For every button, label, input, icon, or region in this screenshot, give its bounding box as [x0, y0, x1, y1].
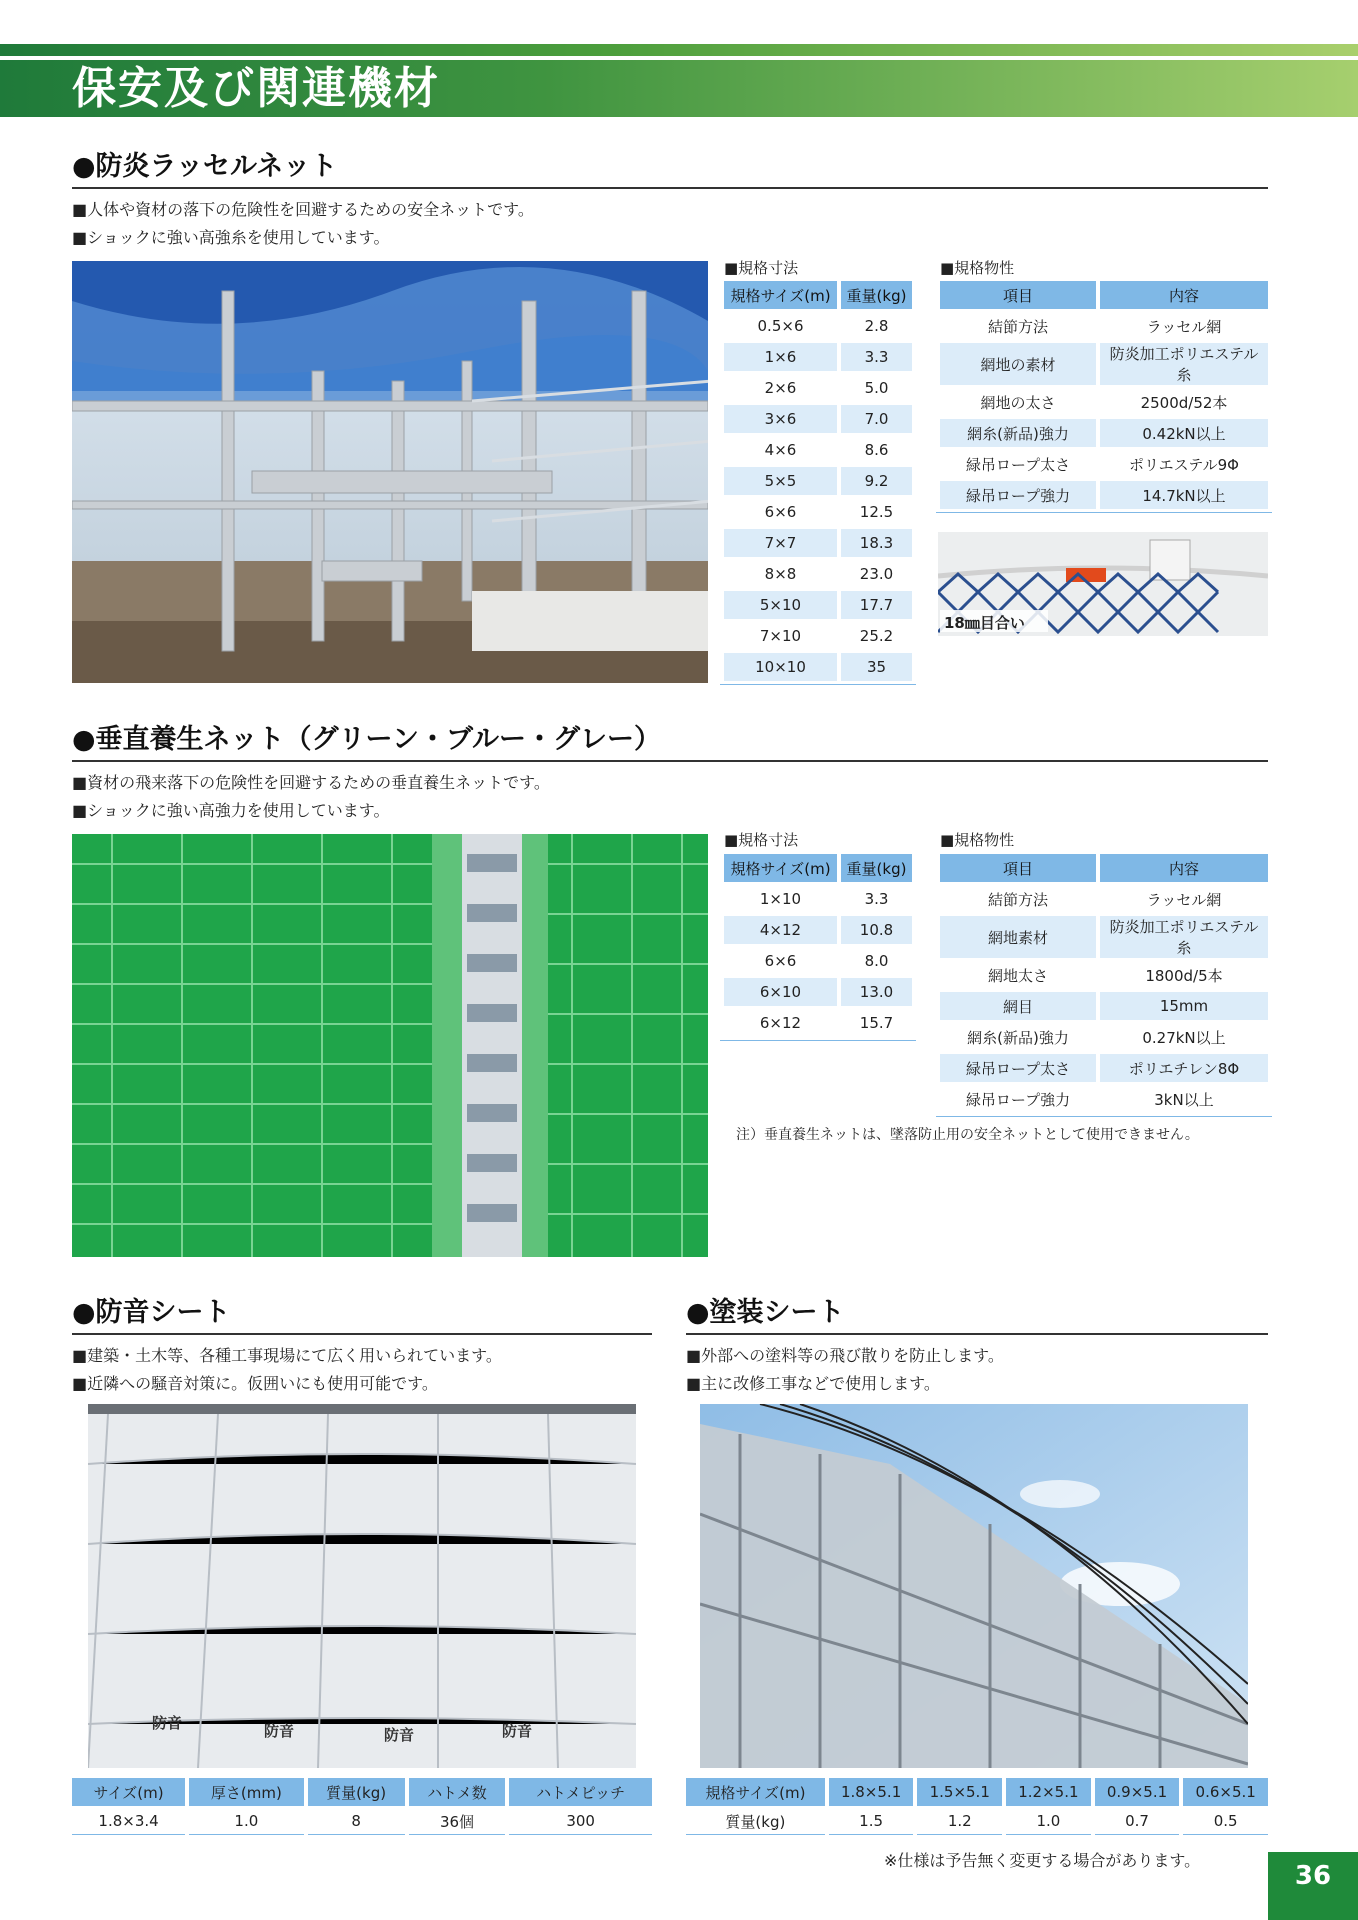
- prop-name: 緑吊ロープ強力: [940, 1085, 1096, 1113]
- section1-size-label: ■規格寸法: [724, 259, 799, 277]
- table-row: [940, 1085, 1268, 1113]
- weight-cell: 1.5: [829, 1808, 914, 1835]
- size-cell: 0.9×5.1: [1095, 1778, 1180, 1806]
- table-row: [724, 591, 912, 619]
- value-cell: 1.0: [189, 1808, 303, 1835]
- section3-bullet-2: ■近隣への騒音対策に。仮囲いにも使用可能です。: [72, 1374, 438, 1393]
- size-cell: 6×6: [724, 947, 837, 975]
- section1-prop-label: ■規格物性: [940, 259, 1015, 277]
- size-header: 規格サイズ(m): [724, 854, 837, 882]
- footer-note: ※仕様は予告無く変更する場合があります。: [884, 1851, 1201, 1870]
- size-cell: 7×10: [724, 622, 837, 650]
- size-cell: 1×6: [724, 343, 837, 371]
- prop-value: ラッセル網: [1100, 885, 1268, 913]
- table-row: [724, 312, 912, 340]
- weight-cell: 13.0: [841, 978, 912, 1006]
- sheet-print: 防音: [264, 1722, 295, 1740]
- item-header: 項目: [940, 281, 1096, 309]
- size-cell: 7×7: [724, 529, 837, 557]
- prop-value: ラッセル網: [1100, 312, 1268, 340]
- title-bar: [0, 60, 1358, 117]
- prop-value: 15mm: [1100, 992, 1268, 1020]
- weight-cell: 15.7: [841, 1009, 912, 1037]
- table-row: [724, 885, 912, 913]
- mesh-closeup-photo: [938, 532, 1268, 636]
- prop-name: 結節方法: [940, 885, 1096, 913]
- table-row: [724, 947, 912, 975]
- green-netted-building-image: [72, 834, 708, 1257]
- vertical-net-photo: [72, 834, 708, 1257]
- table-row: [724, 653, 912, 681]
- weight-cell: 1.0: [1006, 1808, 1091, 1835]
- prop-name: 網目: [940, 992, 1096, 1020]
- weight-cell: 23.0: [841, 560, 912, 588]
- sheet-print: 防音: [152, 1714, 183, 1732]
- weight-cell: 9.2: [841, 467, 912, 495]
- paint-sheet-image: [700, 1404, 1248, 1768]
- weight-cell: 0.5: [1183, 1808, 1268, 1835]
- table-row: [940, 388, 1268, 416]
- value-cell: 300: [509, 1808, 652, 1835]
- weight-cell: 35: [841, 653, 912, 681]
- col-header: 質量(kg): [308, 1778, 405, 1806]
- table-row: [724, 1009, 912, 1037]
- prop-value: 1800d/5本: [1100, 961, 1268, 989]
- table-row: [724, 343, 912, 371]
- size-cell: 6×10: [724, 978, 837, 1006]
- table-row: [724, 916, 912, 944]
- construction-site-image: [72, 261, 708, 683]
- table-row: [940, 312, 1268, 340]
- table-row: [686, 1808, 1268, 1835]
- size-cell: 1.5×5.1: [917, 1778, 1002, 1806]
- prop-value: 0.42kN以上: [1100, 419, 1268, 447]
- table-row: [724, 622, 912, 650]
- size-cell: 3×6: [724, 405, 837, 433]
- section2-title: ●垂直養生ネット（グリーン・ブルー・グレー）: [72, 717, 1268, 762]
- size-cell: 2×6: [724, 374, 837, 402]
- size-cell: 5×10: [724, 591, 837, 619]
- section2-prop-table: [936, 851, 1272, 1117]
- table-row: [940, 481, 1268, 509]
- size-cell: 5×5: [724, 467, 837, 495]
- section1-size-table: [720, 278, 916, 685]
- paint-sheet-photo: [700, 1404, 1248, 1768]
- table-row: [940, 992, 1268, 1020]
- section2-bullet-1: ■資材の飛来落下の危険性を回避するための垂直養生ネットです。: [72, 773, 550, 792]
- section1-prop-table: [936, 278, 1272, 513]
- section3-spec-table: [68, 1776, 656, 1837]
- prop-value: 防炎加工ポリエステル糸: [1100, 343, 1268, 385]
- table-row: [724, 560, 912, 588]
- section1-bullet-1: ■人体や資材の落下の危険性を回避するための安全ネットです。: [72, 200, 534, 219]
- weight-cell: 3.3: [841, 885, 912, 913]
- col-header: サイズ(m): [72, 1778, 185, 1806]
- prop-name: 網地太さ: [940, 961, 1096, 989]
- sheet-print: 防音: [384, 1726, 415, 1744]
- section3-bullets: [72, 1342, 502, 1398]
- size-cell: 4×12: [724, 916, 837, 944]
- size-cell: 0.5×6: [724, 312, 837, 340]
- weight-cell: 2.8: [841, 312, 912, 340]
- table-row: [724, 405, 912, 433]
- section2-size-table: [720, 851, 916, 1041]
- weight-cell: 7.0: [841, 405, 912, 433]
- prop-name: 緑吊ロープ強力: [940, 481, 1096, 509]
- page-title: 保安及び関連機材: [72, 63, 440, 114]
- weight-cell: 0.7: [1095, 1808, 1180, 1835]
- section3-bullet-1: ■建築・土木等、各種工事現場にて広く用いられています。: [72, 1346, 502, 1365]
- table-row: [940, 343, 1268, 385]
- soundproof-sheet-photo: [88, 1404, 636, 1768]
- size-cell: 8×8: [724, 560, 837, 588]
- prop-value: 防炎加工ポリエステル糸: [1100, 916, 1268, 958]
- russell-net-photo: [72, 261, 708, 683]
- content-header: 内容: [1100, 854, 1268, 882]
- weight-cell: 3.3: [841, 343, 912, 371]
- page-number: 36: [1268, 1852, 1358, 1920]
- value-cell: 36個: [409, 1808, 506, 1835]
- weight-header: 重量(kg): [841, 281, 912, 309]
- prop-name: 緑吊ロープ太さ: [940, 450, 1096, 478]
- weight-cell: 12.5: [841, 498, 912, 526]
- section1-title: ●防炎ラッセルネット: [72, 144, 1268, 189]
- table-row: [72, 1808, 652, 1835]
- content-header: 内容: [1100, 281, 1268, 309]
- weight-cell: 18.3: [841, 529, 912, 557]
- prop-value: 14.7kN以上: [1100, 481, 1268, 509]
- prop-name: 網糸(新品)強力: [940, 419, 1096, 447]
- size-cell: 1×10: [724, 885, 837, 913]
- item-header: 項目: [940, 854, 1096, 882]
- weight-cell: 17.7: [841, 591, 912, 619]
- section1-bullet-2: ■ショックに強い高強糸を使用しています。: [72, 228, 390, 247]
- section2-bullets: [72, 769, 550, 825]
- weight-cell: 5.0: [841, 374, 912, 402]
- prop-value: 0.27kN以上: [1100, 1023, 1268, 1051]
- row-label: 規格サイズ(m): [686, 1778, 825, 1806]
- size-cell: 6×6: [724, 498, 837, 526]
- weight-cell: 25.2: [841, 622, 912, 650]
- col-header: ハトメピッチ: [509, 1778, 652, 1806]
- prop-name: 網地の素材: [940, 343, 1096, 385]
- table-row: [940, 1054, 1268, 1082]
- prop-value: 2500d/52本: [1100, 388, 1268, 416]
- size-cell: 1.8×5.1: [829, 1778, 914, 1806]
- section1-bullets: [72, 196, 534, 252]
- table-row: [724, 436, 912, 464]
- prop-name: 網糸(新品)強力: [940, 1023, 1096, 1051]
- table-row: [724, 498, 912, 526]
- table-row: [940, 1023, 1268, 1051]
- prop-value: 3kN以上: [1100, 1085, 1268, 1113]
- table-row: [940, 961, 1268, 989]
- table-row: [724, 374, 912, 402]
- value-cell: 8: [308, 1808, 405, 1835]
- size-header: 規格サイズ(m): [724, 281, 837, 309]
- size-cell: 10×10: [724, 653, 837, 681]
- row-label: 質量(kg): [686, 1808, 825, 1835]
- weight-header: 重量(kg): [841, 854, 912, 882]
- weight-cell: 1.2: [917, 1808, 1002, 1835]
- section4-bullet-1: ■外部への塗料等の飛び散りを防止します。: [686, 1346, 1004, 1365]
- table-row: [940, 916, 1268, 958]
- table-row: [940, 419, 1268, 447]
- size-cell: 0.6×5.1: [1183, 1778, 1268, 1806]
- size-cell: 1.2×5.1: [1006, 1778, 1091, 1806]
- size-cell: 4×6: [724, 436, 837, 464]
- prop-name: 緑吊ロープ太さ: [940, 1054, 1096, 1082]
- section2-size-label: ■規格寸法: [724, 831, 799, 849]
- table-row: [940, 885, 1268, 913]
- col-header: 厚さ(mm): [189, 1778, 303, 1806]
- table-row: [724, 467, 912, 495]
- weight-cell: 8.6: [841, 436, 912, 464]
- table-row: [724, 529, 912, 557]
- sheet-print: 防音: [502, 1722, 533, 1740]
- table-row: [724, 978, 912, 1006]
- section2-bullet-2: ■ショックに強い高強力を使用しています。: [72, 801, 390, 820]
- size-cell: 6×12: [724, 1009, 837, 1037]
- mesh-caption: 18㎜目合い: [944, 614, 1025, 632]
- section3-title: ●防音シート: [72, 1290, 652, 1335]
- prop-name: 網地素材: [940, 916, 1096, 958]
- section4-title: ●塗装シート: [686, 1290, 1268, 1335]
- col-header: ハトメ数: [409, 1778, 506, 1806]
- prop-name: 網地の太さ: [940, 388, 1096, 416]
- table-row: [940, 450, 1268, 478]
- prop-value: ポリエステル9Φ: [1100, 450, 1268, 478]
- prop-value: ポリエチレン8Φ: [1100, 1054, 1268, 1082]
- prop-name: 結節方法: [940, 312, 1096, 340]
- weight-cell: 8.0: [841, 947, 912, 975]
- value-cell: 1.8×3.4: [72, 1808, 185, 1835]
- section4-bullet-2: ■主に改修工事などで使用します。: [686, 1374, 940, 1393]
- section2-prop-label: ■規格物性: [940, 831, 1015, 849]
- weight-cell: 10.8: [841, 916, 912, 944]
- section4-bullets: [686, 1342, 1004, 1398]
- header-stripe: [0, 44, 1358, 56]
- section4-spec-table: [682, 1776, 1272, 1837]
- section2-note: 注）垂直養生ネットは、墜落防止用の安全ネットとして使用できません。: [736, 1127, 1199, 1143]
